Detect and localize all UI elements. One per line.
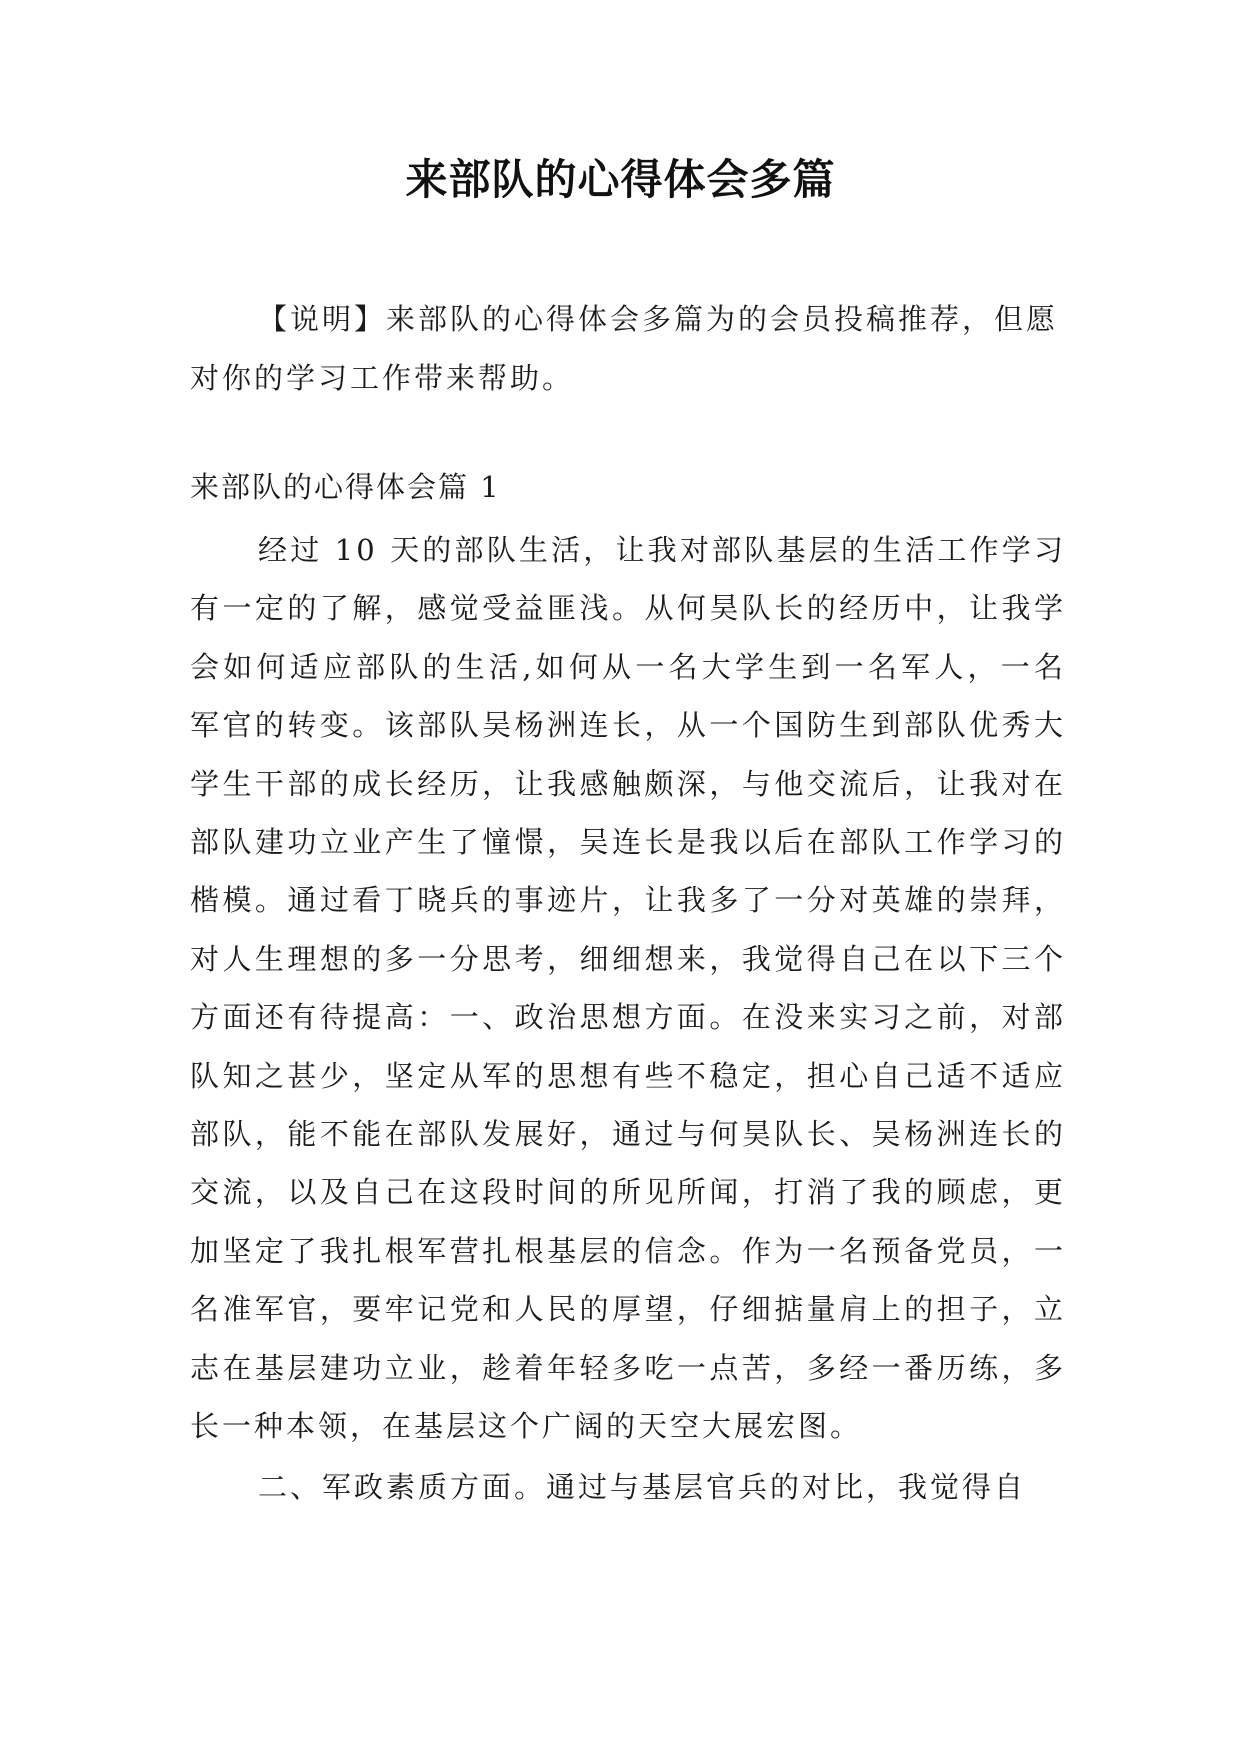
- section-heading: 来部队的心得体会篇 1: [190, 470, 501, 504]
- body-paragraph: 经过 10 天的部队生活，让我对部队基层的生活工作学习有一定的了解，感觉受益匪浅。从何昊队长的经历中，让我学会如何适应部队的生活,如何从一名大学生到一名军人，一名军官的转变。该部队吴杨洲连长，从一个国防生到部队优秀大学生干部的成长经历，让我感触颇深，与他交流后，让我对在部队建功立业产生了憧憬，吴连长是我以后在部队工作学习的楷模。通过看丁晓兵的事迹片，让我多了一分对英雄的崇拜，对人生理想的多一分思考，细细想来，我觉得自己在以下三个方面还有待提高：一、政治思想方面。在没来实习之前，对部队知之甚少，坚定从军的思想有些不稳定，担心自己适不适应部队，能不能在部队发展好，通过与何昊队长、吴杨洲连长的交流，以及自己在这段时间的所见所闻，打消了我的顾虑，更加坚定了我扎根军营扎根基层的信念。作为一名预备党员，一名准军官，要牢记党和人民的厚望，仔细掂量肩上的担子，立志在基层建功立业，趁着年轻多吃一点苦，多经一番历练，多长一种本领，在基层这个广阔的天空大展宏图。: [190, 533, 1066, 1444]
- body-paragraph: 二、军政素质方面。通过与基层官兵的对比，我觉得自: [258, 1470, 1027, 1504]
- note-paragraph: 【说明】来部队的心得体会多篇为的会员投稿推荐，但愿对你的学习工作带来帮助。: [190, 302, 1059, 395]
- document-title: 来部队的心得体会多篇: [405, 155, 836, 204]
